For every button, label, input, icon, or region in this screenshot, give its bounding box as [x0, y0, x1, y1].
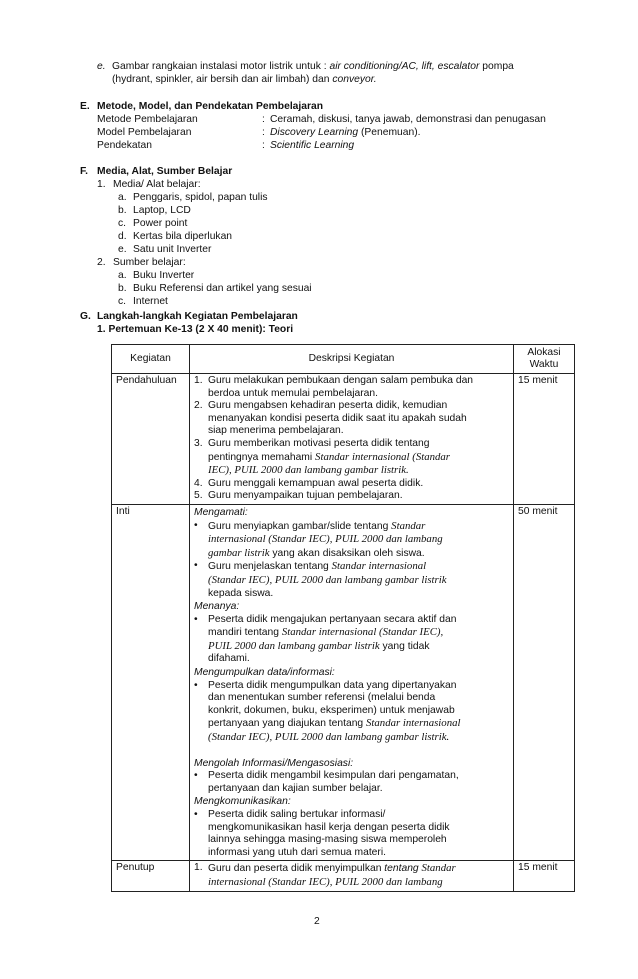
text-line [208, 834, 509, 847]
text-line [208, 809, 509, 822]
mengolah-heading: Mengolah Informasi/Mengasosiasi: [194, 757, 354, 769]
media-title: Media/ Alat belajar: [113, 179, 201, 190]
text-line [208, 862, 509, 876]
sumber-num: 2. [97, 257, 106, 268]
text-run: (hydrant, spinkler, air bersih dan air limbah) dan [112, 74, 333, 85]
text-run: Peserta didik saling bertukar informasi/ [208, 809, 386, 820]
list-number: 1. [194, 375, 203, 386]
media-item: Kertas bila diperlukan [133, 231, 233, 242]
text-line [208, 520, 509, 534]
media-item: Laptop, LCD [133, 205, 191, 216]
text-line [208, 770, 509, 783]
text-run: Standar internasional [331, 560, 427, 573]
bullet-icon: • [194, 679, 198, 691]
section-e-title: Metode, Model, dan Pendekatan Pembelajaran [97, 101, 324, 112]
text-run: yang tidak [379, 640, 430, 652]
text-run: Guru melakukan pembukaan dengan salam pembuka dan [208, 375, 474, 386]
list-number: 5. [194, 490, 203, 502]
text-run: Guru menggali kemampuan awal peserta didik. [208, 477, 424, 489]
bullet-icon: • [194, 560, 198, 572]
text-run: (Standar IEC), PUIL 2000 dan lambang gambar listrik [208, 573, 447, 586]
text-run: lainnya sehingga masing-masing siswa memperoleh [208, 834, 447, 846]
list-item [194, 375, 509, 400]
text-line [208, 375, 509, 388]
pendahuluan-time: 15 menit [514, 374, 575, 505]
inti-time: 50 menit [514, 504, 575, 860]
bullet-icon: • [194, 770, 198, 782]
text-run: tentang [384, 863, 422, 875]
model-sep: : [262, 127, 265, 138]
text-run: Guru menyampaikan tujuan pembelajaran. [208, 490, 403, 502]
text-line [208, 400, 509, 413]
text-run: PUIL 2000 dan lambang gambar listrik [208, 639, 380, 652]
text-run: siap menerima pembelajaran. [208, 425, 344, 437]
list-number: 2. [194, 400, 203, 412]
text-run: yang akan disaksikan oleh siswa. [269, 547, 425, 559]
media-num: 1. [97, 179, 106, 190]
text-run: Guru menjelaskan tentang [208, 561, 332, 573]
text-line [208, 822, 509, 835]
menanya-heading: Menanya: [194, 601, 240, 613]
text-run: Standar internasional [366, 717, 461, 730]
list-item [194, 770, 509, 795]
text-run: conveyor. [332, 74, 377, 85]
table-header-row [112, 345, 575, 374]
bullet-icon: • [194, 519, 198, 531]
text-run: mengkomunikasikan hasil kerja dengan peserta didik [208, 821, 450, 833]
penutup-desc [190, 861, 514, 891]
sumber-title: Sumber belajar: [113, 257, 186, 268]
header-deskripsi: Deskripsi Kegiatan [190, 345, 514, 374]
list-number: 1. [194, 862, 203, 874]
text-line [208, 640, 509, 654]
text-line [208, 464, 509, 478]
table-row-inti [112, 504, 575, 860]
model-value: Discovery Learning (Penemuan). [270, 127, 421, 138]
section-f-letter: F. [80, 166, 89, 177]
list-item [194, 490, 509, 503]
section-g-letter: G. [80, 311, 91, 322]
text-line [208, 783, 509, 796]
intro-item-letter: e. [97, 61, 106, 72]
text-line [208, 680, 509, 693]
list-item [194, 862, 509, 889]
media-item: Power point [133, 218, 188, 229]
mengkomunikasikan-heading: Mengkomunikasikan: [194, 796, 291, 808]
text-run: gambar listrik [208, 546, 270, 559]
text-line [208, 847, 509, 860]
metode-label: Metode Pembelajaran [97, 114, 198, 125]
mengumpulkan-heading: Mengumpulkan data/informasi: [194, 667, 335, 679]
text-run: konkrit, dokumen, buku, eksperimen) untuk menjawab [208, 704, 455, 716]
sumber-item: Buku Referensi dan artikel yang sesuai [133, 283, 312, 294]
text-run: Standar [391, 519, 426, 532]
text-run: informasi yang utuh dari semua materi. [208, 846, 386, 858]
list-item [194, 438, 509, 478]
sumber-item-letter: b. [118, 283, 127, 294]
text-line [208, 692, 509, 705]
list-item [194, 478, 509, 491]
text-line [208, 533, 509, 547]
text-line [208, 388, 509, 401]
section-g-subtitle: 1. Pertemuan Ke-13 (2 X 40 menit): Teori [97, 324, 294, 335]
table-row-pendahuluan [112, 374, 575, 505]
metode-sep: : [262, 114, 265, 125]
text-run: Standar internasional (Standar IEC), [281, 626, 444, 639]
intro-item-line1 [112, 60, 514, 73]
text-run: kepada siswa. [208, 587, 274, 599]
sumber-item-letter: a. [118, 270, 127, 281]
text-run: Guru menyiapkan gambar/slide tentang [208, 520, 392, 532]
list-number: 3. [194, 437, 203, 449]
penutup-time: 15 menit [514, 861, 575, 891]
text-run: Peserta didik mengumpulkan data yang dipertanyakan [208, 679, 457, 691]
inti-label: Inti [112, 504, 190, 860]
media-item-letter: e. [118, 244, 127, 255]
text-run: internasional (Standar IEC), PUIL 2000 dan lambang [208, 875, 443, 888]
bullet-icon: • [194, 809, 198, 820]
media-item-letter: c. [118, 218, 127, 229]
pendahuluan-label: Pendahuluan [112, 374, 190, 505]
pendahuluan-desc [190, 374, 514, 505]
text-run: (Standar IEC), PUIL 2000 dan lambang gambar listrik. [208, 731, 450, 744]
header-kegiatan: Kegiatan [112, 345, 190, 374]
section-e-letter: E. [80, 101, 90, 112]
text-run: IEC), PUIL 2000 dan lambang gambar listrik. [208, 464, 409, 477]
list-item [194, 809, 509, 859]
text-line [208, 560, 509, 574]
media-item-letter: a. [118, 192, 127, 203]
text-line [208, 547, 509, 561]
text-line [208, 413, 509, 426]
list-item [194, 400, 509, 438]
intro-item-line2 [112, 73, 377, 86]
text-run: menanyakan kondisi peserta didik saat itu apakah sudah [208, 412, 467, 424]
section-g-title: Langkah-langkah Kegiatan Pembelajaran [97, 311, 298, 322]
text-run: pertanyaan dan kajian sumber belajar. [208, 782, 383, 794]
penutup-label: Penutup [112, 861, 190, 891]
text-line [208, 478, 509, 491]
text-line [208, 626, 509, 640]
text-line [208, 490, 509, 503]
pendekatan-label: Pendekatan [97, 140, 152, 151]
media-item-letter: d. [118, 231, 127, 242]
inti-desc [190, 504, 514, 860]
pendekatan-sep: : [262, 140, 265, 151]
section-f-title: Media, Alat, Sumber Belajar [97, 166, 233, 177]
media-item: Satu unit Inverter [133, 244, 212, 255]
text-run: Guru mengabsen kehadiran peserta didik, kemudian [208, 400, 448, 412]
header-alokasi: Alokasi Waktu [514, 345, 575, 374]
page-number: 2 [314, 916, 320, 927]
text-run: Standar internasional (Standar [315, 450, 451, 463]
media-item: Penggaris, spidol, papan tulis [133, 192, 268, 203]
text-line [208, 451, 509, 465]
sumber-item: Internet [133, 296, 168, 307]
list-number: 4. [194, 477, 203, 489]
pendekatan-value: Scientific Learning [270, 140, 355, 151]
text-run: Peserta didik mengajukan pertanyaan secara aktif dan [208, 613, 457, 625]
text-run: difahami. [208, 653, 250, 665]
text-run: berdoa untuk memulai pembelajaran. [208, 387, 378, 399]
list-item [194, 520, 509, 561]
list-item [194, 614, 509, 666]
kegiatan-table [111, 344, 575, 892]
text-run: pentingnya memahami [208, 451, 316, 463]
text-run: Standar [421, 862, 456, 875]
text-run: pompa [479, 61, 514, 72]
text-line [208, 438, 509, 451]
table-row-penutup [112, 861, 575, 891]
text-line [208, 653, 509, 666]
text-run: pertanyaan yang diajukan tentang [208, 718, 367, 730]
metode-value: Ceramah, diskusi, tanya jawab, demonstrasi dan penugasan [270, 114, 546, 125]
text-line [208, 425, 509, 438]
text-run: air conditioning/AC, lift, escalator [329, 61, 480, 72]
sumber-item: Buku Inverter [133, 270, 195, 281]
text-line [208, 705, 509, 718]
text-line [208, 574, 509, 588]
sumber-item-letter: c. [118, 296, 127, 307]
text-line [208, 876, 509, 890]
text-run: Peserta didik mengambil kesimpulan dari pengamatan, [208, 770, 459, 782]
list-item [194, 680, 509, 745]
text-run: mandiri tentang [208, 627, 282, 639]
text-run: Guru memberikan motivasi peserta didik tentang [208, 437, 430, 449]
media-item-letter: b. [118, 205, 127, 216]
text-line [208, 614, 509, 627]
text-run: internasional (Standar IEC), PUIL 2000 dan lambang [208, 533, 443, 546]
text-run: Guru dan peserta didik menyimpulkan [208, 863, 385, 875]
bullet-icon: • [194, 613, 198, 625]
text-line [208, 731, 509, 745]
text-line [208, 717, 509, 731]
mengamati-heading: Mengamati: [194, 506, 248, 518]
list-item [194, 560, 509, 600]
text-run: dan menentukan sumber referensi (melalui benda [208, 692, 436, 704]
text-line [208, 588, 509, 601]
model-label: Model Pembelajaran [97, 127, 192, 138]
text-run: Gambar rangkaian instalasi motor listrik untuk : [112, 61, 330, 72]
